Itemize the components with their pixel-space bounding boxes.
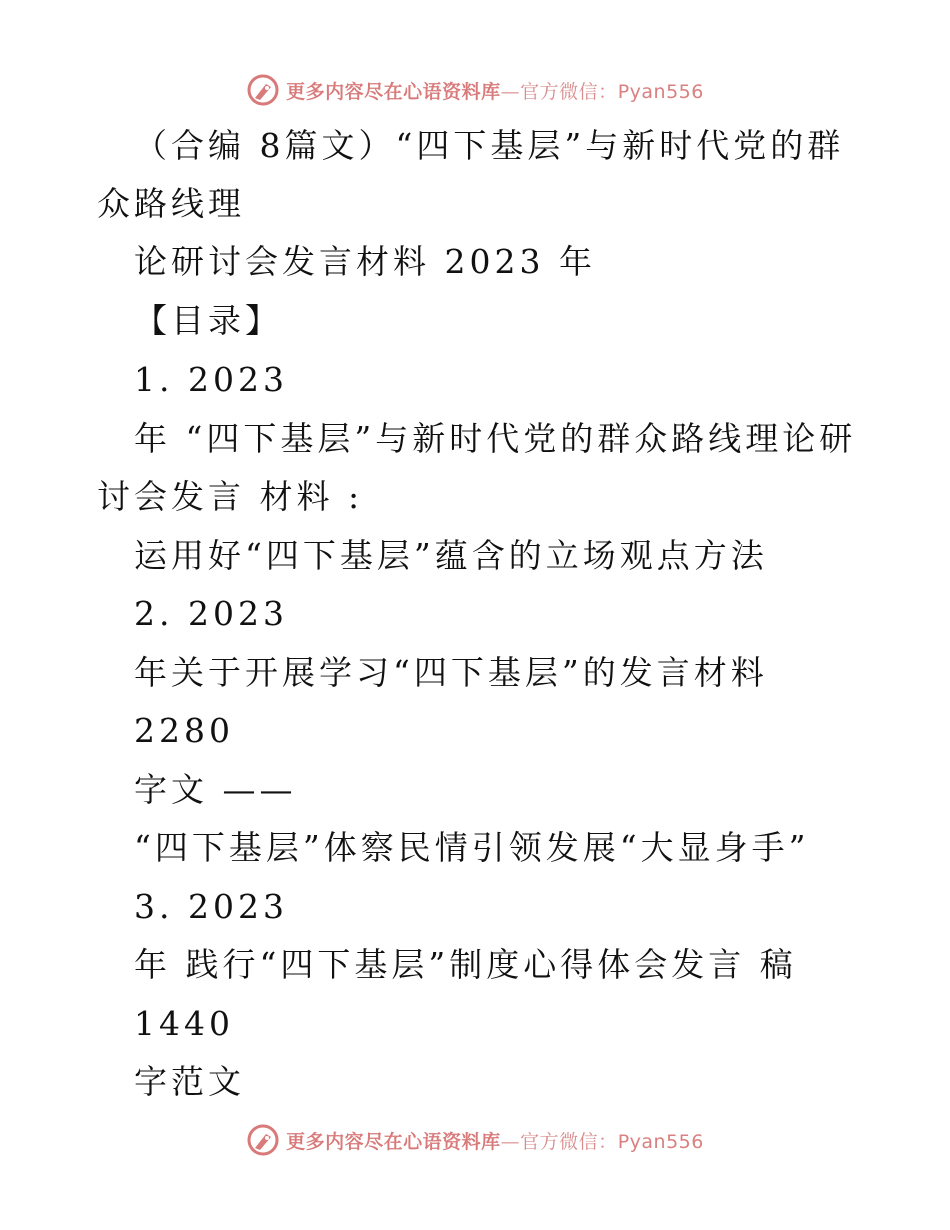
toc-item-1-title: 年 “四下基层”与新时代党的群众路线理论研	[134, 419, 857, 458]
title-line-2: 众路线理	[97, 184, 245, 223]
title-line-1: （合编 8篇文）“四下基层”与新时代党的群	[134, 126, 845, 165]
toc-item-2-count: 2280	[134, 711, 234, 750]
toc-item-2-count-unit: 字文 ——	[134, 770, 297, 809]
title-line-3: 论研讨会发言材料 2023 年	[134, 242, 596, 281]
watermark-brand: 更多内容尽在心语资料库	[286, 1130, 501, 1153]
toc-item-3-count: 1440	[134, 1004, 234, 1043]
toc-item-1-number: 1. 2023	[134, 360, 288, 399]
toc-item-2-subtitle: “四下基层”体察民情引领发展“大显身手”	[134, 828, 810, 867]
watermark-official: 官方微信：	[520, 1130, 618, 1153]
toc-heading: 【目录】	[134, 301, 282, 340]
watermark-id: Pyan556	[617, 1130, 704, 1153]
header-watermark	[0, 70, 950, 110]
pen-nib-circle-icon	[246, 1123, 280, 1157]
watermark-official: 官方微信：	[520, 80, 618, 103]
toc-item-2-number: 2. 2023	[134, 594, 288, 633]
watermark-dash: —	[500, 80, 521, 103]
toc-item-1-title-cont: 讨会发言 材料 :	[97, 477, 364, 516]
toc-item-3-title: 年 践行“四下基层”制度心得体会发言 稿	[134, 945, 797, 984]
toc-item-2-title: 年关于开展学习“四下基层”的发言材料	[134, 653, 768, 692]
toc-item-3-count-unit: 字范文	[134, 1062, 245, 1101]
watermark-brand: 更多内容尽在心语资料库	[286, 80, 501, 103]
watermark-dash: —	[500, 1130, 521, 1153]
pen-nib-circle-icon	[246, 73, 280, 107]
footer-watermark	[0, 1120, 950, 1160]
toc-item-3-number: 3. 2023	[134, 887, 288, 926]
toc-item-1-subtitle: 运用好“四下基层”蕴含的立场观点方法	[134, 536, 768, 575]
watermark-id: Pyan556	[617, 80, 704, 103]
